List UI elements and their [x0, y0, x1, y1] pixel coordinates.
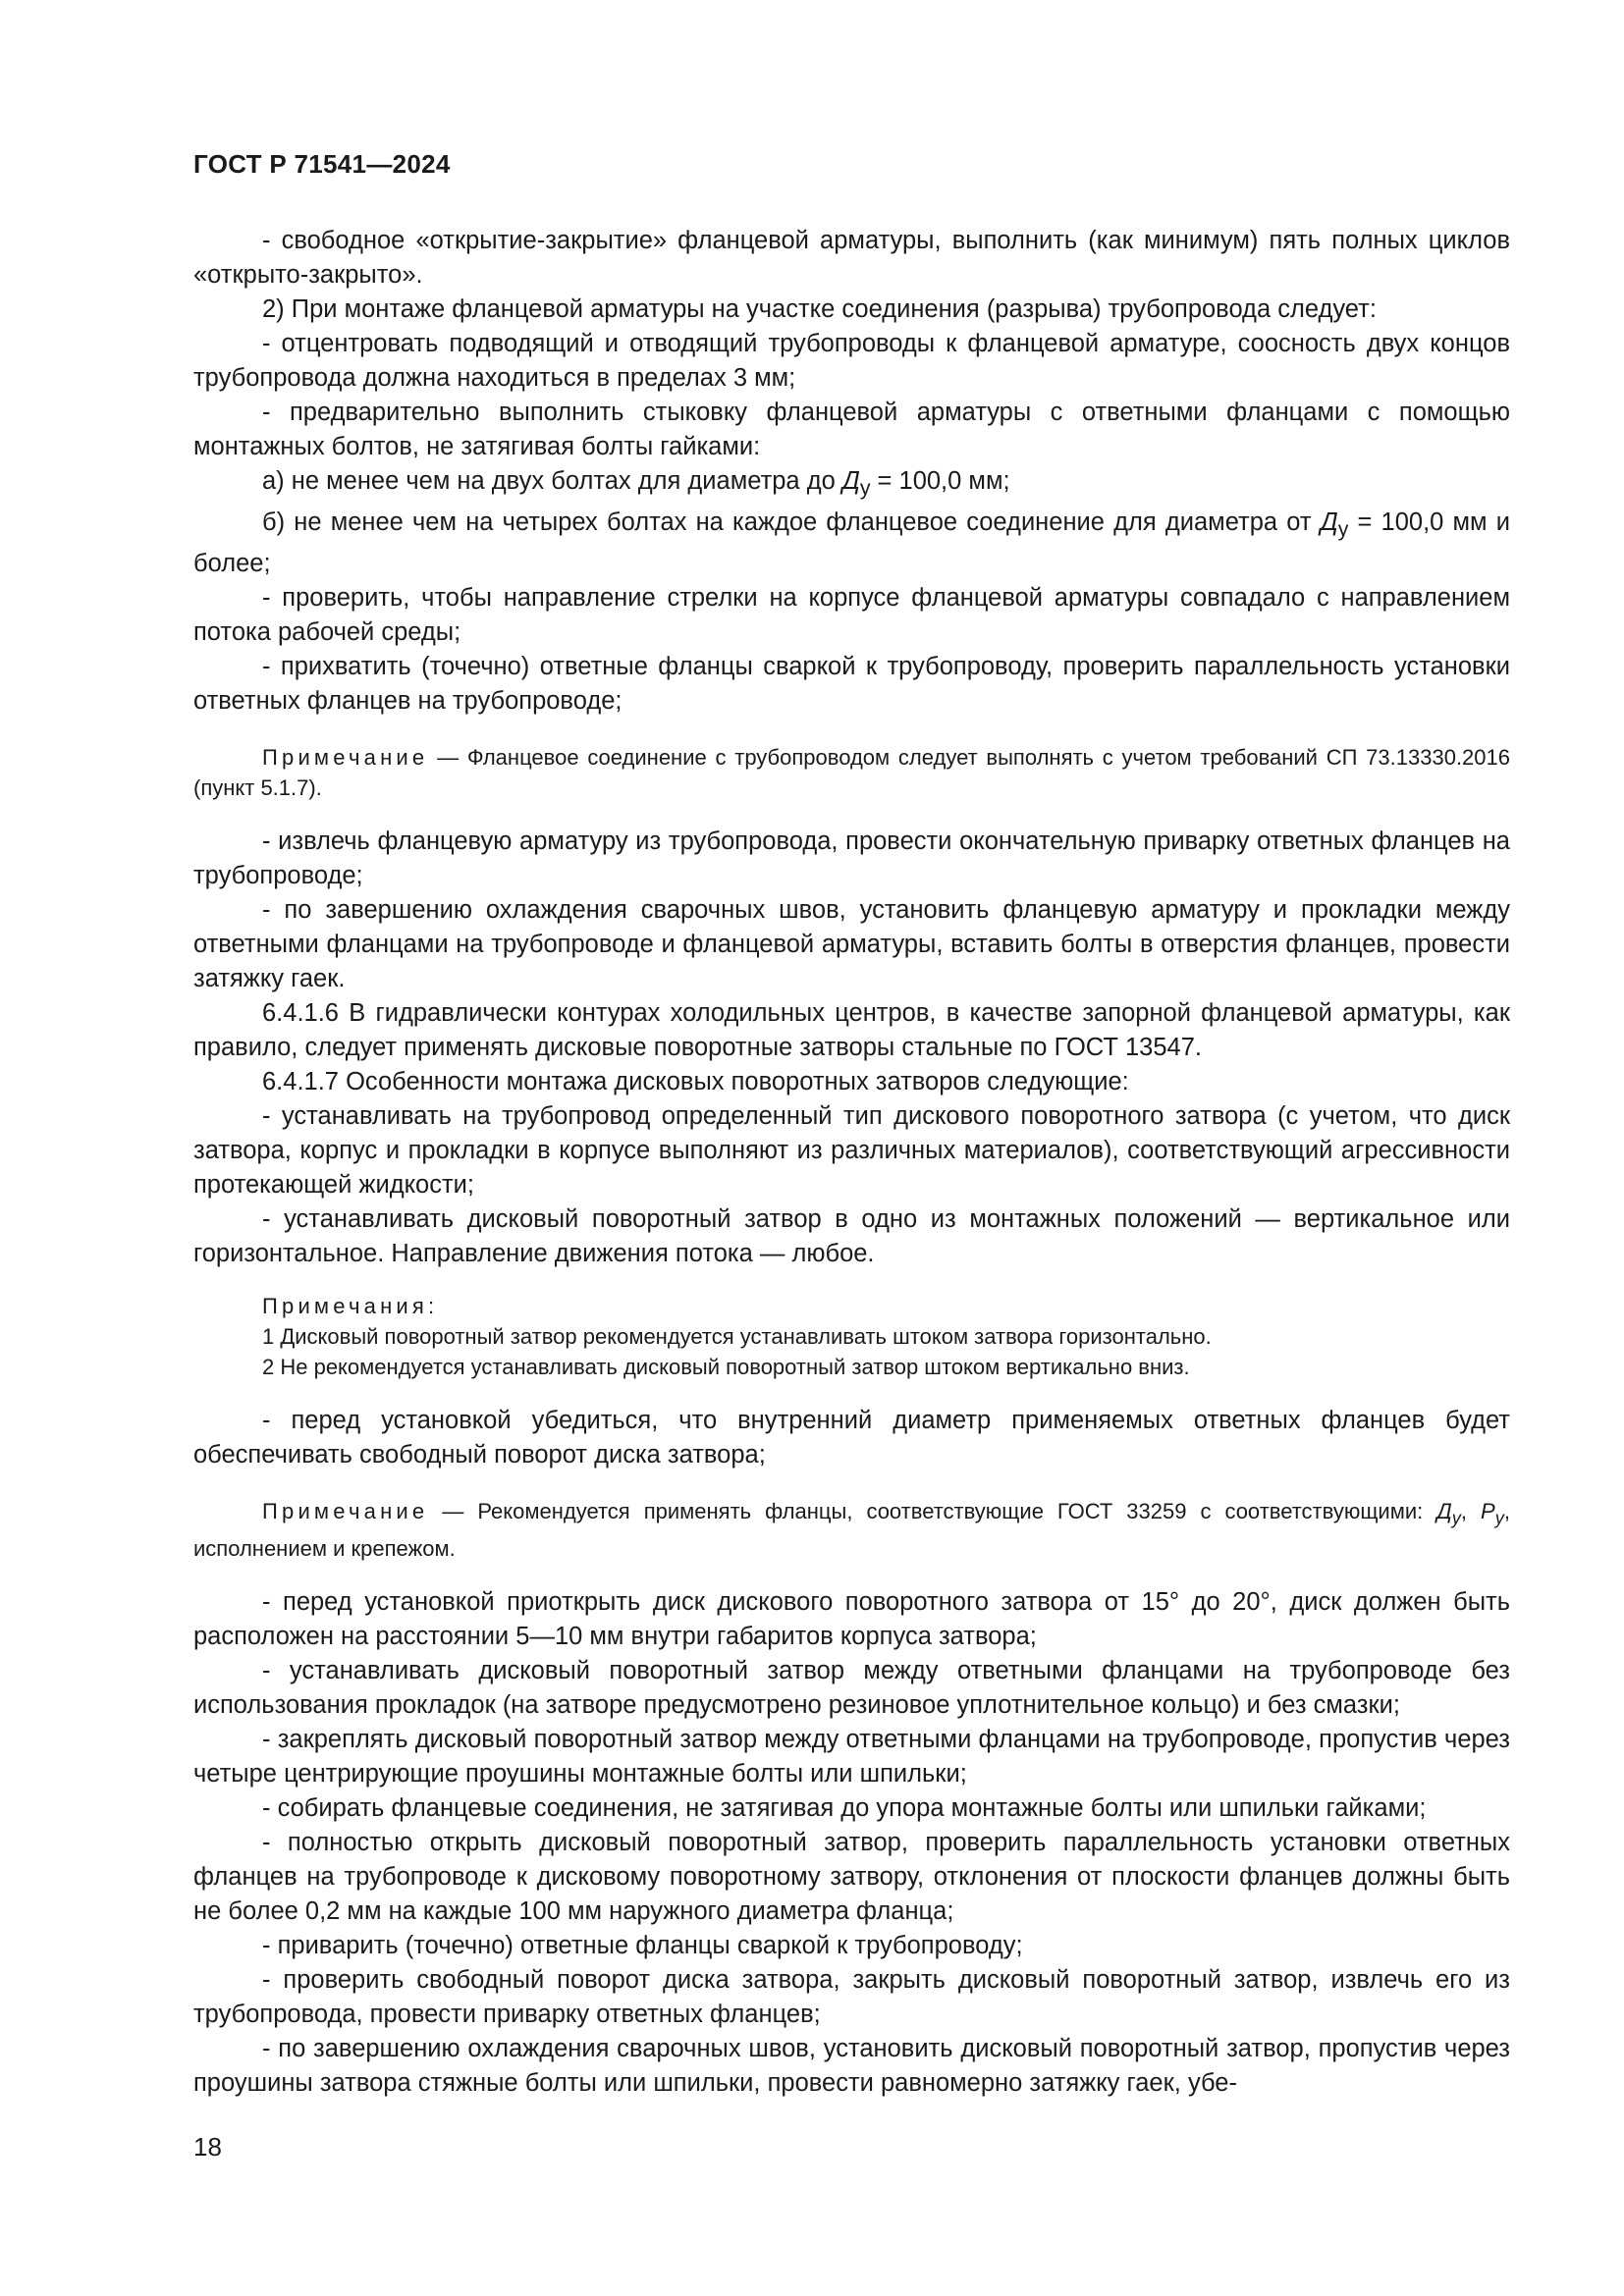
- list-item-b: б) не менее чем на четырех болтах на каждое фланцевое соединение для диаметра от $Д_у = 100,0$ мм и более;: [193, 508, 1510, 578]
- paragraph: - приварить (точечно) ответные фланцы сваркой к трубопроводу;: [262, 1931, 1023, 1959]
- paragraph: - собирать фланцевые соединения, не затягивая до упора монтажные болты или шпильки гайками;: [262, 1793, 1427, 1822]
- paragraph: - по завершению охлаждения сварочных швов, установить фланцевую арматуру и прокладки между ответными фланцами на трубопроводе и фланцевой арматуры, вставить болты в отверстия фланцев, провести затяжку гаек.: [193, 896, 1510, 993]
- list-item-a: а) не менее чем на двух болтах для диаметра до $Д_у = 100,0$ мм;: [262, 467, 1010, 501]
- document-body: [193, 224, 1510, 2101]
- note-item: 1 Дисковый поворотный затвор рекомендуется устанавливать штоком затвора горизонтально.: [262, 1324, 1212, 1350]
- paragraph: - прихватить (точечно) ответные фланцы сваркой к трубопроводу, проверить параллельность установки ответных фланцев на трубопроводе;: [193, 653, 1510, 716]
- paragraph: - закреплять дисковый поворотный затвор между ответными фланцами на трубопроводе, пропустив через четыре центрирующие проушины монтажные болты или шпильки;: [193, 1725, 1510, 1788]
- paragraph: - отцентровать подводящий и отводящий трубопроводы к фланцевой арматуре, соосность двух концов трубопровода должна находиться в пределах 3 мм;: [193, 330, 1510, 392]
- paragraph: - свободное «открытие-закрытие» фланцевой арматуры, выполнить (как минимум) пять полных циклов «открыто-закрыто».: [193, 227, 1510, 289]
- document-header: ГОСТ Р 71541—2024: [193, 149, 451, 179]
- paragraph: - устанавливать на трубопровод определенный тип дискового поворотного затвора (с учетом, что диск затвора, корпус и прокладки в корпусе выполняют из различных материалов), соответствующий агрессивности протекающей жидкости;: [193, 1102, 1510, 1200]
- paragraph: - проверить свободный поворот диска затвора, закрыть дисковый поворотный затвор, извлечь его из трубопровода, провести приварку ответных фланцев;: [193, 1965, 1510, 2028]
- paragraph: 2) При монтаже фланцевой арматуры на участке соединения (разрыва) трубопровода следует:: [262, 295, 1377, 323]
- paragraph: - по завершению охлаждения сварочных швов, установить дисковый поворотный затвор, пропустив через проушины затвора стяжные болты или шпильки, провести равномерно затяжку гаек, убе-: [193, 2034, 1510, 2097]
- paragraph: - устанавливать дисковый поворотный затвор в одно из монтажных положений — вертикальное или горизонтальное. Направление движения потока — любое.: [193, 1205, 1510, 1268]
- paragraph: - извлечь фланцевую арматуру из трубопровода, провести окончательную приварку ответных фланцев на трубопроводе;: [193, 828, 1510, 890]
- clause-6-4-1-6: 6.4.1.6 В гидравлически контурах холодильных центров, в качестве запорной фланцевой арматуры, как правило, следует применять дисковые поворотные затворы стальные по ГОСТ 13547.: [193, 999, 1510, 1062]
- note-item: 2 Не рекомендуется устанавливать дисковый поворотный затвор штоком вертикально вниз.: [262, 1355, 1190, 1380]
- paragraph: - перед установкой приоткрыть диск дискового поворотного затвора от 15° до 20°, диск должен быть расположен на расстоянии 5—10 мм внутри габаритов корпуса затвора;: [193, 1587, 1510, 1650]
- note-flange-connection: Примечание — Фланцевое соединение с трубопроводом следует выполнять с учетом требований СП 73.13330.2016 (пункт 5.1.7).: [193, 745, 1510, 801]
- paragraph: - перед установкой убедиться, что внутренний диаметр применяемых ответных фланцев будет обеспечивать свободный поворот диска затвора;: [193, 1407, 1510, 1469]
- page-number: 18: [193, 2132, 222, 2162]
- paragraph: - устанавливать дисковый поворотный затвор между ответными фланцами на трубопроводе без использования прокладок (на затворе предусмотрено резиновое уплотнительное кольцо) и без смазки;: [193, 1656, 1510, 1719]
- notes-block: [193, 1291, 1510, 1382]
- notes-label: Примечания:: [262, 1294, 439, 1319]
- paragraph: - полностью открыть дисковый поворотный затвор, проверить параллельность установки ответных фланцев на трубопроводе к дисковому поворотному затвору, отклонения от плоскости фланцев должны быть не более 0,2 мм на каждые 100 мм наружного диаметра фланца;: [193, 1828, 1510, 1925]
- paragraph: - проверить, чтобы направление стрелки на корпусе фланцевой арматуры совпадало с направлением потока рабочей среды;: [193, 584, 1510, 647]
- paragraph: - предварительно выполнить стыковку фланцевой арматуры с ответными фланцами с помощью монтажных болтов, не затягивая болты гайками:: [193, 399, 1510, 460]
- clause-6-4-1-7: 6.4.1.7 Особенности монтажа дисковых поворотных затворов следующие:: [262, 1068, 1129, 1096]
- note-flanges: Примечание — Рекомендуется применять фланцы, соответствующие ГОСТ 33259 с соответствующими: $Д_у$, $Р_у$, исполнением и крепежом.: [193, 1499, 1510, 1561]
